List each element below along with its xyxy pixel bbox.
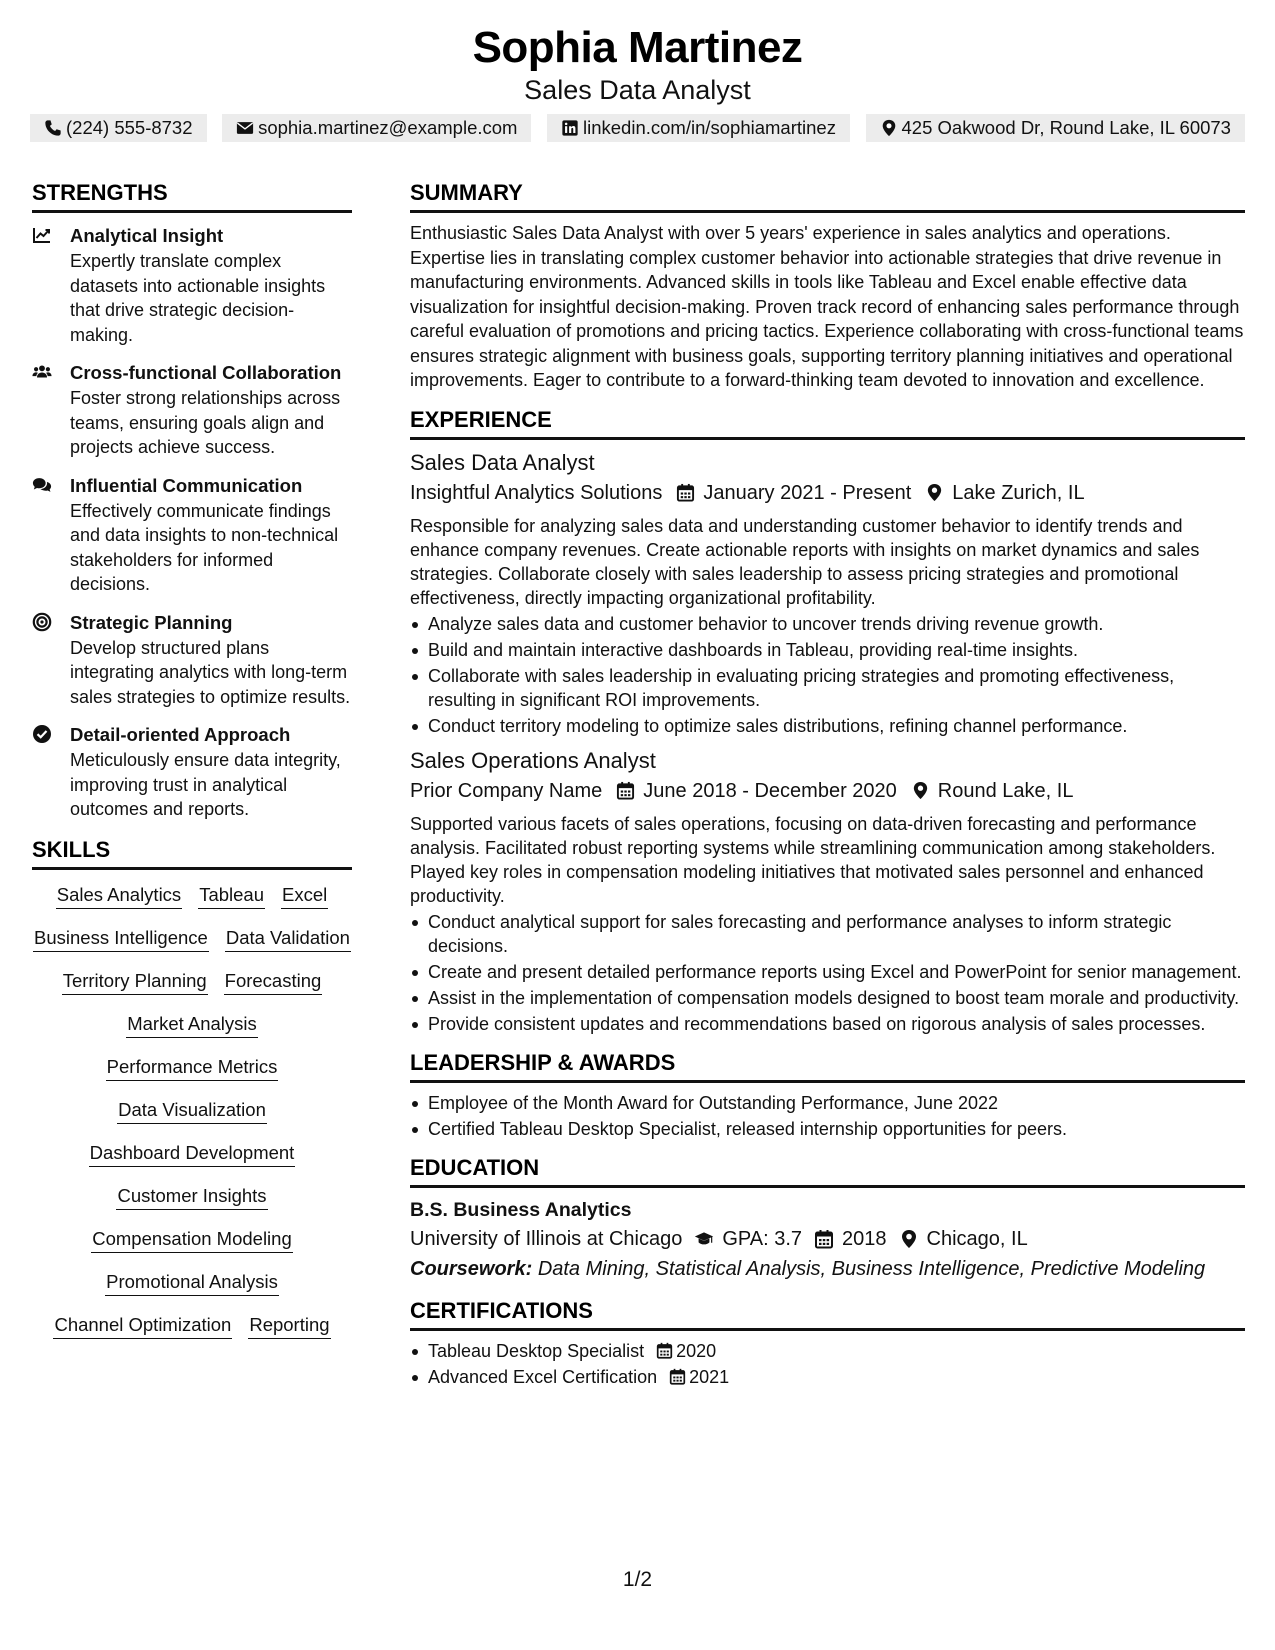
skill-tag: Compensation Modeling [91, 1226, 293, 1253]
job-company: Prior Company Name [410, 779, 603, 802]
strength-title: Influential Communication [70, 474, 303, 496]
job-entry [410, 746, 1245, 1036]
job-title: Sales Data Analyst [410, 449, 595, 475]
skill-tag: Customer Insights [116, 1183, 267, 1210]
cert-name: Tableau Desktop Specialist [428, 1340, 645, 1361]
education-section [410, 1153, 1245, 1284]
skills-list [32, 882, 352, 1339]
job-bullets [410, 612, 1245, 738]
strength-item [32, 473, 352, 597]
edu-school: University of Illinois at Chicago [410, 1227, 683, 1250]
calendar-icon [656, 1342, 673, 1359]
strength-desc: Effectively communicate findings and data insights to non-technical stakeholders for informed decisions. [70, 500, 339, 594]
edu-coursework [410, 1254, 1245, 1284]
contact-address[interactable] [866, 114, 1245, 142]
awards-heading: LEADERSHIP & AWARDS [410, 1048, 1245, 1083]
cert-item [410, 1365, 1245, 1389]
job-meta [410, 776, 1245, 806]
cert-year: 2021 [689, 1366, 730, 1387]
skill-tag: Forecasting [224, 968, 323, 995]
strengths-heading: STRENGTHS [32, 178, 352, 213]
job-bullet: Provide consistent updates and recommendations based on rigorous analysis of sales processes. [410, 1012, 1245, 1036]
contact-linkedin[interactable] [547, 114, 850, 142]
strength-title: Detail-oriented Approach [70, 724, 291, 745]
strength-title: Analytical Insight [70, 225, 224, 246]
linkedin-text: linkedin.com/in/sophiamartinez [583, 117, 836, 138]
strength-title: Cross-functional Collaboration [70, 362, 342, 383]
graduation-cap-icon [694, 1229, 714, 1249]
job-location: Round Lake, IL [937, 779, 1074, 802]
strengths-list [32, 223, 352, 822]
skill-tag: Reporting [248, 1312, 330, 1339]
resume-header [0, 22, 1275, 106]
skill-tag: Promotional Analysis [105, 1269, 279, 1296]
skill-tag: Performance Metrics [106, 1054, 279, 1081]
skill-tag: Business Intelligence [33, 925, 209, 952]
map-pin-icon [925, 483, 944, 502]
job-description: Responsible for analyzing sales data and understanding customer behavior to identify trends and enhance company revenues. Create actionable reports with insights on market dynamics and sales strategies. Collaborate closely with sales leadership to assess pricing strategies and promotional effectiveness, directly impacting organizational profitability. [410, 515, 1200, 608]
skill-tag: Channel Optimization [53, 1312, 232, 1339]
award-item: Certified Tableau Desktop Specialist, released internship opportunities for peers. [410, 1117, 1245, 1141]
strength-title: Strategic Planning [70, 611, 233, 633]
strength-item [32, 722, 352, 822]
calendar-icon [676, 483, 695, 502]
map-pin-icon [899, 1229, 919, 1249]
job-bullet: Analyze sales data and customer behavior to uncover trends driving revenue growth. [410, 612, 1245, 636]
job-bullet: Conduct territory modeling to optimize sales distributions, refining channel performance. [410, 714, 1245, 738]
bullseye-icon [32, 612, 52, 632]
job-location: Lake Zurich, IL [952, 481, 1085, 504]
users-icon [32, 362, 52, 382]
experience-heading: EXPERIENCE [410, 405, 1245, 440]
strength-desc: Develop structured plans integrating analytics with long-term sales strategies to optimize results. [70, 637, 351, 707]
edu-meta [410, 1224, 1245, 1254]
edu-location: Chicago, IL [926, 1227, 1028, 1250]
summary-text: Enthusiastic Sales Data Analyst with over 5 years' experience in sales analytics and operations. Expertise lies in translating complex customer behavior into actionable strategies that drive revenue in manufacturing environments. Advanced skills in tools like Tableau and Excel enable effective data visualization for insightful decision-making. Proven track record of enhancing sales performance through careful evaluation of promotions and pricing tactics. Experience collaborating with cross-functional teams ensures strategic alignment with business goals, supporting territory planning initiatives and operational improvements. Eager to contribute to a forward-thinking team devoted to innovation and excellence. [410, 223, 1244, 390]
experience-section [410, 405, 1245, 1036]
map-pin-icon [880, 119, 898, 137]
education-heading: EDUCATION [410, 1153, 1245, 1188]
skill-tag: Dashboard Development [89, 1140, 296, 1167]
job-bullet: Collaborate with sales leadership in evaluating pricing strategies and promoting effectiveness, resulting in significant ROI improvements. [410, 664, 1245, 712]
contact-bar [30, 114, 1245, 142]
job-bullet: Conduct analytical support for sales forecasting and performance analyses to inform strategic decisions. [410, 910, 1245, 958]
edu-year: 2018 [842, 1227, 887, 1250]
coursework-text: Data Mining, Statistical Analysis, Business Intelligence, Predictive Modeling [537, 1257, 1206, 1280]
certifications-heading: CERTIFICATIONS [410, 1296, 1245, 1331]
phone-text: (224) 555-8732 [66, 117, 193, 138]
skill-tag: Data Visualization [117, 1097, 267, 1124]
certifications-section [410, 1296, 1245, 1389]
strength-desc: Meticulously ensure data integrity, improving trust in analytical outcomes and reports. [70, 750, 341, 819]
skill-tag: Market Analysis [126, 1011, 258, 1038]
job-description: Supported various facets of sales operations, focusing on data-driven forecasting and performance analysis. Facilitated robust reporting systems while streamlining communication among stakeholders. Played key roles in compensation modeling initiatives that motivated sales personnel and enhanced productivity. [410, 813, 1216, 906]
envelope-icon [236, 119, 254, 137]
contact-email[interactable] [222, 114, 531, 142]
job-bullet: Build and maintain interactive dashboards in Tableau, providing real-time insights. [410, 638, 1245, 662]
strength-desc: Expertly translate complex datasets into actionable insights that drive strategic decision-making. [70, 251, 326, 345]
check-circle-icon [32, 724, 52, 744]
candidate-name: Sophia Martinez [472, 23, 803, 72]
comments-icon [32, 475, 52, 495]
contact-phone[interactable] [30, 114, 207, 142]
edu-gpa: GPA: 3.7 [722, 1227, 803, 1250]
candidate-role: Sales Data Analyst [524, 75, 751, 105]
job-dates: June 2018 - December 2020 [643, 779, 897, 802]
cert-item [410, 1339, 1245, 1363]
certifications-list [410, 1339, 1245, 1389]
skills-heading: SKILLS [32, 835, 352, 870]
awards-list [410, 1091, 1245, 1141]
skill-tag: Excel [281, 882, 328, 909]
award-item: Employee of the Month Award for Outstanding Performance, June 2022 [410, 1091, 1245, 1115]
awards-section [410, 1048, 1245, 1141]
job-meta [410, 478, 1245, 508]
strength-item [32, 610, 352, 710]
email-text: sophia.martinez@example.com [258, 117, 518, 138]
strength-desc: Foster strong relationships across teams, ensuring goals align and projects achieve success. [70, 388, 341, 457]
skill-tag: Data Validation [225, 925, 351, 952]
job-entry [410, 448, 1245, 738]
right-column [410, 178, 1245, 1391]
left-column [32, 178, 352, 1339]
job-bullet: Create and present detailed performance reports using Excel and PowerPoint for senior management. [410, 960, 1245, 984]
coursework-label: Coursework: [410, 1257, 533, 1280]
chart-line-icon [32, 225, 52, 245]
page-number: 1/2 [622, 1568, 653, 1591]
edu-degree: B.S. Business Analytics [410, 1198, 632, 1221]
cert-year: 2020 [676, 1340, 717, 1361]
strength-item [32, 360, 352, 460]
summary-heading: SUMMARY [410, 178, 1245, 213]
address-text: 425 Oakwood Dr, Round Lake, IL 60073 [901, 117, 1231, 138]
phone-icon [44, 119, 62, 137]
job-bullets [410, 910, 1245, 1036]
calendar-icon [814, 1229, 834, 1249]
map-pin-icon [911, 781, 930, 800]
calendar-icon [616, 781, 635, 800]
calendar-icon [669, 1368, 686, 1385]
job-dates: January 2021 - Present [703, 481, 912, 504]
cert-name: Advanced Excel Certification [428, 1366, 658, 1387]
job-title: Sales Operations Analyst [410, 747, 656, 773]
job-bullet: Assist in the implementation of compensation models designed to boost team morale and productivity. [410, 986, 1245, 1010]
skill-tag: Territory Planning [62, 968, 208, 995]
skill-tag: Sales Analytics [56, 882, 182, 909]
job-company: Insightful Analytics Solutions [410, 481, 663, 504]
strength-item [32, 223, 352, 347]
skill-tag: Tableau [198, 882, 265, 909]
linkedin-icon [561, 119, 579, 137]
